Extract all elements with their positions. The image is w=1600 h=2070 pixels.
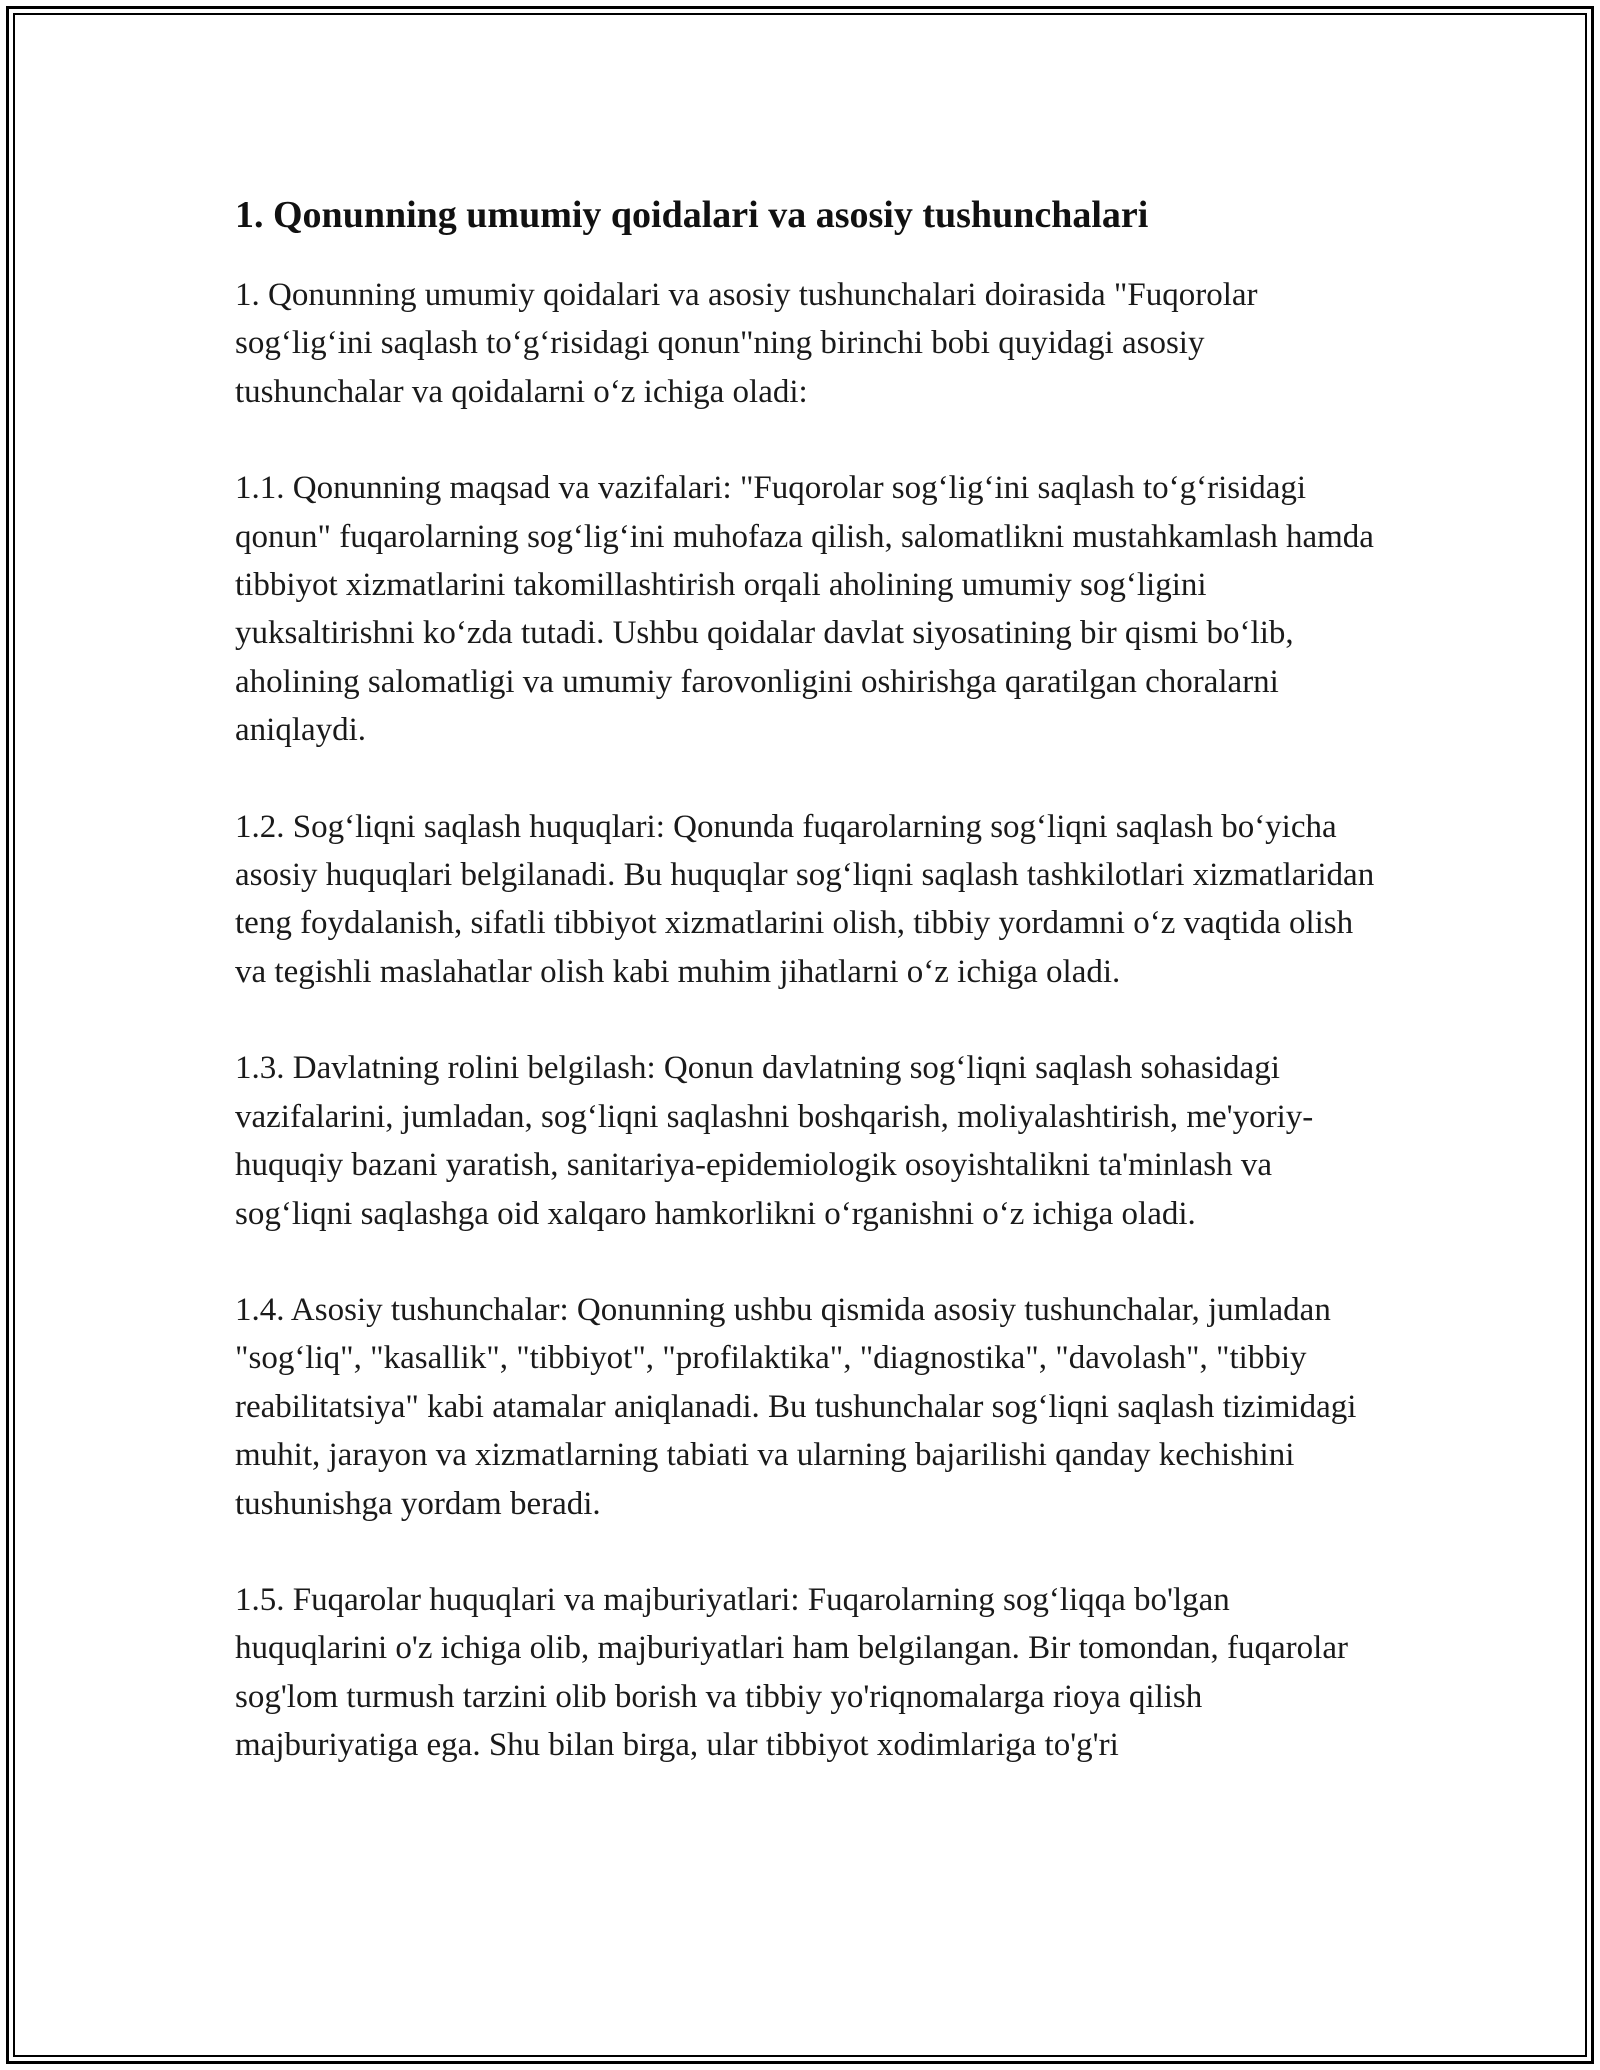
paragraph-1-5: 1.5. Fuqarolar huquqlari va majburiyatlari: Fuqarolarning sog‘liqqa bo'lgan huquqlarini o'z ichiga olib, majburiyatlari ham belgilangan. Bir tomondan, fuqarolar sog'lom turmush tarzini olib borish va tibbiy yo'riqnomalarga rioya qilish majburiyatiga ega. Shu bilan birga, ular tibbiyot xodimlariga to'g'ri [235,1581,1348,1764]
section-heading: 1. Qonunning umumiy qoidalari va asosiy tushunchalari [235,194,1149,236]
paragraph-1-2: 1.2. Sog‘liqni saqlash huquqlari: Qonunda fuqarolarning sog‘liqni saqlash bo‘yicha asosiy huquqlari belgilanadi. Bu huquqlar sog‘liqni saqlash tashkilotlari xizmatlaridan teng foydalanish, sifatli tibbiyot xizmatlarini olish, tibbiy yordamni o‘z vaqtida olish va tegishli maslahatlar olish kabi muhim jihatlarni o‘z ichiga oladi. [235,808,1375,990]
paragraph-1-1: 1.1. Qonunning maqsad va vazifalari: "Fuqorolar sog‘lig‘ini saqlash to‘g‘risidagi qonun" fuqarolarning sog‘lig‘ini muhofaza qilish, salomatlikni mustahkamlash hamda tibbiyot xizmatlarini takomillashtirish orqali aholining umumiy sog‘ligini yuksaltirishni ko‘zda tutadi. Ushbu qoidalar davlat siyosatining bir qismi bo‘lib, aholining salomatligi va umumiy farovonligini oshirishga qaratilgan choralarni aniqlaydi. [235,470,1374,749]
paragraph-1-4: 1.4. Asosiy tushunchalar: Qonunning ushbu qismida asosiy tushunchalar, jumladan "sog‘liq", "kasallik", "tibbiyot", "profilaktika", "diagnostika", "davolash", "tibbiy reabilitatsiya" kabi atamalar aniqlanadi. Bu tushunchalar sog‘liqni saqlash tizimidagi muhit, jarayon va xizmatlarning tabiati va ularning bajarilishi qanday kechishini tushunishga yordam beradi. [235,1291,1357,1522]
paragraph-intro: 1. Qonunning umumiy qoidalari va asosiy tushunchalari doirasida "Fuqorolar sog‘lig‘ini saqlash to‘g‘risidagi qonun"ning birinchi bobi quyidagi asosiy tushunchalar va qoidalarni o‘z ichiga oladi: [235,277,1258,410]
document-body [235,187,1380,1818]
paragraph-1-3: 1.3. Davlatning rolini belgilash: Qonun davlatning sog‘liqni saqlash sohasidagi vazifalarini, jumladan, sog‘liqni saqlashni boshqarish, moliyalashtirish, me'yoriy-huquqiy bazani yaratish, sanitariya-epidemiologik osoyishtalikni ta'minlash va sog‘liqni saqlashga oid xalqaro hamkorlikni o‘rganishni o‘z ichiga oladi. [235,1050,1314,1232]
